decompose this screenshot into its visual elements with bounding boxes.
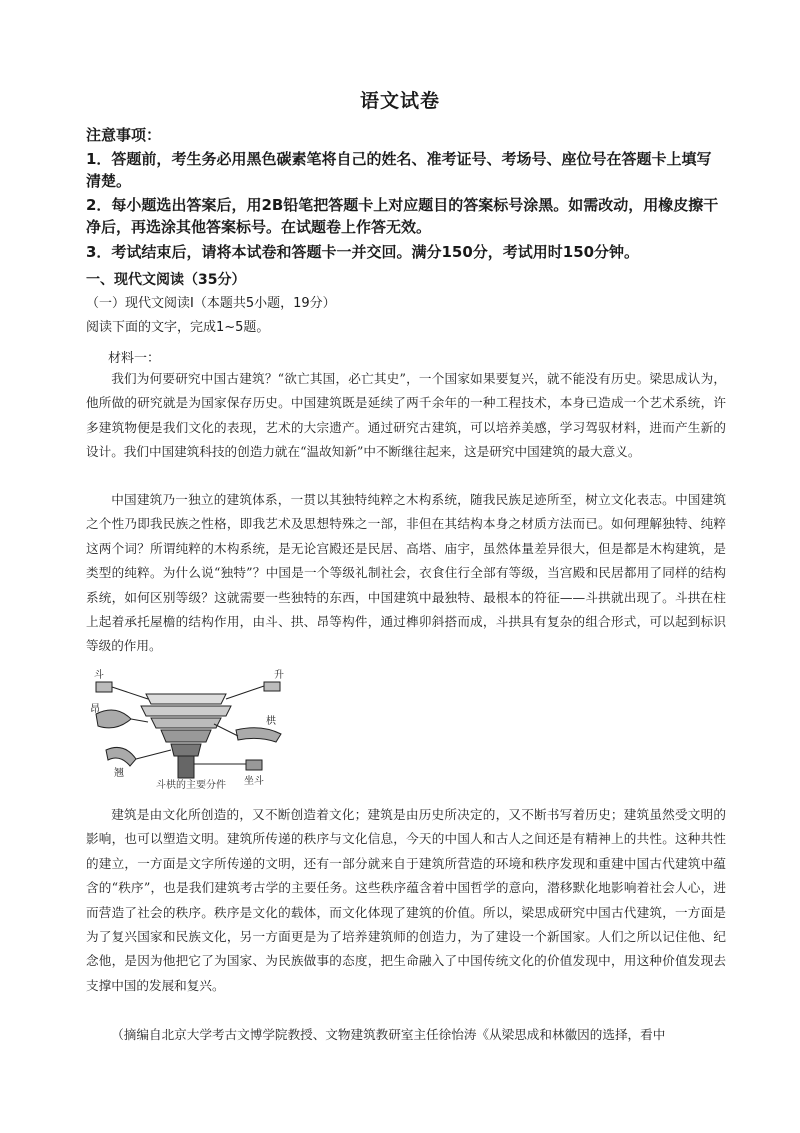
notice-item-1: 1．答题前，考生务必用黑色碳素笔将自己的姓名、准考证号、考场号、座位号在答题卡上填写清楚。	[86, 150, 712, 190]
paragraph-2: 中国建筑乃一独立的建筑体系，一贯以其独特纯粹之木构系统，随我民族足迹所至，树立文化表志。中国建筑之个性乃即我民族之性格，即我艺术及思想特殊之一部，非但在其结构本身之材质方法而已。如何理解独特、纯粹这两个词？所谓纯粹的木构系统，是无论宫殿还是民居、高塔、庙宇，虽然体量差异很大，但是都是木构建筑，是类型的纯粹。为什么说“独特”？中国是一个等级礼制社会，衣食住行全部有等级，当宫殿和民居都用了同样的结构系统，如何区别等级？这就需要一些独特的东西，中国建筑中最独特、最根本的符征——斗拱就出现了。斗拱在柱上起着承托屋檐的结构作用，由斗、拱、昂等构件，通过榫卯斜搭而成，斗拱具有复杂的组合形式，可以起到标识等级的作用。	[86, 492, 726, 654]
label-ang: 昂	[90, 704, 100, 715]
label-sheng: 升	[274, 670, 284, 681]
section-sub: （一）现代文阅读Ⅰ（本题共5小题，19分）	[86, 296, 336, 311]
material-label: 材料一：	[108, 351, 161, 366]
section-instruction: 阅读下面的文字，完成1~5题。	[86, 320, 270, 335]
diagram-caption: 斗栱的主要分件	[156, 780, 226, 791]
notice-heading: 注意事项：	[86, 126, 162, 144]
notice-item-2: 2．每小题选出答案后，用2B铅笔把答题卡上对应题目的答案标号涂黑。如需改动，用橡皮擦干净后，再选涂其他答案标号。在试题卷上作答无效。	[86, 196, 719, 236]
label-dou: 斗	[94, 670, 104, 681]
label-gong: 栱	[266, 716, 276, 727]
page-title: 语文试卷	[359, 90, 440, 112]
paragraph-3: 建筑是由文化所创造的，又不断创造着文化；建筑是由历史所决定的，又不断书写着历史；建筑虽然受文明的影响，也可以塑造文明。建筑所传递的秩序与文化信息，今天的中国人和古人之间还是有精神上的共性。这种共性的建立，一方面是文字所传递的文明，还有一部分就来自于建筑所营造的环境和秩序发现和重建中国古代建筑中蕴含的“秩序”，也是我们建筑考古学的主要任务。这些秩序蕴含着中国哲学的意向，潜移默化地影响着社会人心，进而营造了社会的秩序。秩序是文化的载体，而文化体现了建筑的价值。所以，梁思成研究中国古代建筑，一方面是为了复兴国家和民族文化，另一方面更是为了培养建筑师的创造力，为了建设一个新国家。人们之所以记住他、纪念他，是因为他把它了为国家、为民族做事的态度，把生命融入了中国传统文化的价值发现中，用这种价值发现去支撑中国的发展和复兴。	[86, 807, 726, 993]
paragraph-4: （摘编自北京大学考古文博学院教授、文物建筑教研室主任徐怡涛《从梁思成和林徽因的选择，看中	[111, 1027, 666, 1042]
label-zuodou: 坐斗	[244, 776, 264, 787]
section-heading: 一、现代文阅读（35分）	[86, 272, 246, 288]
dougong-diagram	[86, 664, 296, 790]
notice-item-3: 3．考试结束后，请将本试卷和答题卡一并交回。满分150分，考试用时150分钟。	[86, 243, 640, 261]
label-qiao: 翘	[114, 768, 124, 779]
paragraph-1: 我们为何要研究中国古建筑？“欲亡其国，必亡其史”，一个国家如果要复兴，就不能没有历史。梁思成认为，他所做的研究就是为国家保存历史。中国建筑既是延续了两千余年的一种工程技术，本身已造成一个艺术系统，许多建筑物便是我们文化的表现，艺术的大宗遗产。通过研究古建筑，可以培养美感，学习驾驭材料，进而产生新的设计。我们中国建筑科技的创造力就在“温故知新”中不断继往起来，这是研究中国建筑的最大意义。	[86, 371, 726, 460]
